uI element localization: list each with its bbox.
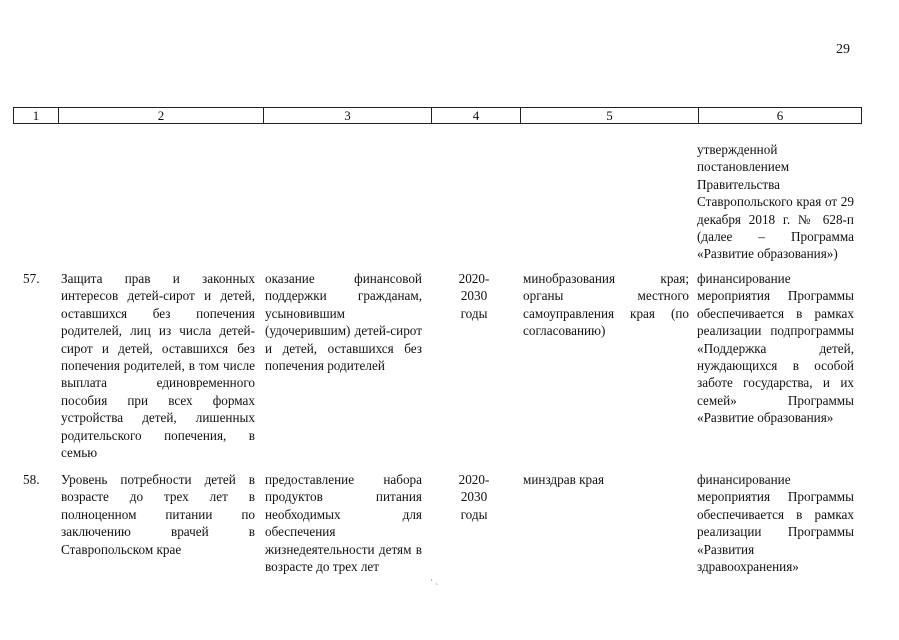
header-col-1: 1 bbox=[14, 108, 59, 123]
measure-content: оказание финансовой поддержки гражданам, усыновившим (удочерившим) детей-сирот и детей, оставшихся без попечения родителей bbox=[265, 271, 422, 374]
header-col-6: 6 bbox=[776, 108, 784, 123]
scan-artifact: · ˎ bbox=[430, 575, 439, 585]
header-col-4: 4 bbox=[432, 108, 521, 123]
header-col-2: 2 bbox=[59, 108, 264, 123]
period: 2020-2030 годы bbox=[458, 472, 490, 522]
financing: финансирование мероприятия Программы обеспечивается в рамках реализации Программы «Развития здравоохранения» bbox=[697, 472, 854, 575]
header-col-3: 3 bbox=[264, 108, 432, 123]
measure-name: Уровень потребности детей в возрасте до трех лет в полноценном питании по заключению врачей в Ставропольском крае bbox=[61, 472, 255, 557]
executors: минобразования края; органы местного самоуправления края (по согласованию) bbox=[523, 271, 689, 339]
executors: минздрав края bbox=[523, 472, 605, 487]
table-header-row bbox=[13, 107, 862, 124]
page-number: 29 bbox=[836, 42, 850, 57]
measure-content: предоставление набора продуктов питания необходимых для обеспечения жизнедеятельности детям в возрасте до трех лет bbox=[265, 472, 422, 575]
financing: финансирование мероприятия Программы обеспечивается в рамках реализации подпрограммы «Поддержка детей, нуждающихся в особой заботе государства, и их семей» Программы «Развитие образования» bbox=[697, 271, 854, 426]
row-number: 57. bbox=[23, 271, 40, 286]
continuation-col6: утвержденной постановлением Правительства Ставропольского края от 29 декабря 2018 г. № 628-п (далее – Программа «Развитие образования») bbox=[697, 142, 854, 262]
measure-name: Защита прав и законных интересов детей-сирот и детей, оставшихся без попечения родителей, лиц из числа детей-сирот и детей, оставшихся без попечения родителей, в том числе выплата единовременного пособия при всех формах устройства детей, лишенных родительского попечения, в семью bbox=[61, 271, 255, 461]
header-col-5: 5 bbox=[521, 108, 699, 123]
row-number: 58. bbox=[23, 472, 40, 487]
period: 2020-2030 годы bbox=[458, 271, 490, 321]
